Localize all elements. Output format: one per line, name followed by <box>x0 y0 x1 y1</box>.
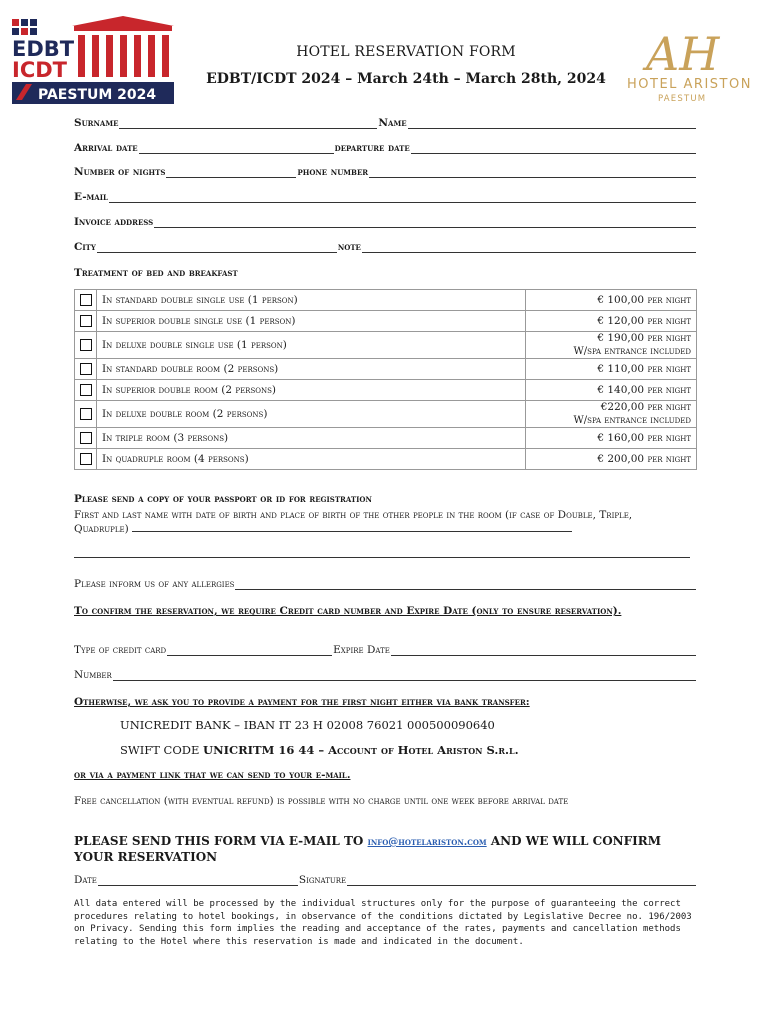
room-option-desc: In deluxe double room (2 persons) <box>97 401 526 428</box>
passport-field-line2[interactable] <box>74 557 690 558</box>
allergies-field[interactable] <box>235 579 696 590</box>
note-label: note <box>337 241 361 253</box>
expire-field[interactable] <box>391 645 696 656</box>
name-field[interactable] <box>408 118 696 129</box>
form-title: HOTEL RESERVATION FORM <box>296 44 516 60</box>
room-option-checkbox[interactable] <box>80 408 92 420</box>
hotel-ariston-logo <box>620 22 760 107</box>
nights-label: Number of nights <box>74 166 166 178</box>
date-label: Date <box>74 874 97 886</box>
room-options-table <box>74 289 697 470</box>
logo-icdt-text: ICDT <box>12 58 67 82</box>
invoice-label: Invoice address <box>74 216 154 228</box>
room-option-price: € 100,00 <box>597 293 645 306</box>
room-option-cell <box>75 290 97 311</box>
room-option-checkbox[interactable] <box>80 453 92 465</box>
free-cancellation-text: Free cancellation (with eventual refund) is possible with no charge until one week before arrival date <box>74 795 569 807</box>
room-option-price: €220,00 <box>600 401 645 413</box>
bank-swift <box>120 743 519 757</box>
invoice-row <box>74 216 697 228</box>
room-option-checkbox[interactable] <box>80 339 92 351</box>
city-field[interactable] <box>97 242 337 253</box>
room-option-cell <box>75 332 97 359</box>
room-option-price: € 160,00 <box>597 431 645 444</box>
date-signature-row <box>74 874 697 886</box>
nights-field[interactable] <box>166 167 296 178</box>
departure-label: departure date <box>334 142 410 154</box>
room-option-desc: In standard double room (2 persons) <box>97 359 526 380</box>
logo-edbt-text: EDBT <box>12 37 75 61</box>
room-option-row <box>75 359 697 380</box>
room-option-row <box>75 290 697 311</box>
room-option-checkbox[interactable] <box>80 432 92 444</box>
arrival-field[interactable] <box>139 143 334 154</box>
invoice-field[interactable] <box>154 217 696 228</box>
form-subtitle: EDBT/ICDT 2024 – March 24th – March 28th, 2024 <box>206 71 606 87</box>
room-option-desc: In quadruple room (4 persons) <box>97 449 526 470</box>
logo-paestum-text: PAESTUM 2024 <box>38 87 157 103</box>
room-option-row <box>75 311 697 332</box>
send-suffix: AND WE WILL CONFIRM YOUR RESERVATION <box>74 834 662 864</box>
room-option-desc: In superior double single use (1 person) <box>97 311 526 332</box>
number-label: Number <box>74 669 112 681</box>
edbt-icdt-logo <box>12 14 182 106</box>
room-option-checkbox[interactable] <box>80 384 92 396</box>
room-option-unit: per night <box>647 384 691 396</box>
room-option-checkbox[interactable] <box>80 363 92 375</box>
surname-field[interactable] <box>119 118 377 129</box>
allergies-label: Please inform us of any allergies <box>74 578 235 590</box>
email-label: E-mail <box>74 191 108 203</box>
surname-name-row <box>74 117 697 129</box>
room-option-unit: per night <box>647 315 691 327</box>
otherwise-text: Otherwise, we ask you to provide a payment for the first night either via bank transfer: <box>74 696 530 708</box>
swift-prefix: SWIFT CODE <box>120 743 204 757</box>
phone-field[interactable] <box>369 167 696 178</box>
privacy-text: All data entered will be processed by the individual structures only for the purpose of guaranteeing the correct procedures relating to hotel bookings, in observance of the conditions dictated by Legislative Decree no. 196/2003 on Privacy. Sending this form implies the reading and acceptance of the rates, payments and cancellation methods relating to the Hotel where this reservation is made and indicated in the document. <box>74 899 692 947</box>
email-field[interactable] <box>109 192 696 203</box>
payment-link-text: or via a payment link that we can send to your e-mail. <box>74 769 351 781</box>
room-option-cell <box>75 311 97 332</box>
room-option-cell <box>75 428 97 449</box>
room-option-price-cell <box>526 449 697 470</box>
number-field[interactable] <box>113 670 696 681</box>
room-option-row <box>75 449 697 470</box>
passport-heading: Please send a copy of your passport or id for registration <box>74 493 372 505</box>
email-link[interactable]: info@hotelariston.com <box>367 837 487 848</box>
room-option-extra: W/spa entrance included <box>573 346 691 357</box>
room-option-unit: per night <box>647 402 691 413</box>
room-option-cell <box>75 380 97 401</box>
note-field[interactable] <box>362 242 696 253</box>
phone-label: phone number <box>297 166 369 178</box>
room-option-price-cell <box>526 359 697 380</box>
allergies-row <box>74 578 697 590</box>
room-option-unit: per night <box>647 363 691 375</box>
room-option-cell <box>75 401 97 428</box>
logo-hotel-place: PAESTUM <box>658 94 707 104</box>
signature-label: Signature <box>298 874 347 886</box>
signature-field[interactable] <box>347 875 696 886</box>
expire-label: Expire Date <box>333 644 390 656</box>
room-option-price-cell <box>526 332 697 359</box>
room-option-cell <box>75 449 97 470</box>
bank-iban: UNICREDIT BANK – IBAN IT 23 H 02008 76021 000500090640 <box>120 718 495 732</box>
passport-text <box>74 508 674 536</box>
room-option-desc: In superior double room (2 persons) <box>97 380 526 401</box>
nights-phone-row <box>74 166 697 178</box>
city-label: City <box>74 241 96 253</box>
name-label: Name <box>378 117 407 129</box>
room-option-price-cell <box>526 290 697 311</box>
room-option-price: € 120,00 <box>597 314 645 327</box>
room-option-price: € 110,00 <box>597 362 645 375</box>
room-option-row <box>75 332 697 359</box>
confirm-text: To confirm the reservation, we require Credit card number and Expire Date (only to ensure reservation). <box>74 605 622 617</box>
arrival-label: Arrival date <box>74 142 138 154</box>
room-option-cell <box>75 359 97 380</box>
room-option-desc: In deluxe double single use (1 person) <box>97 332 526 359</box>
email-row <box>74 191 697 203</box>
room-option-row <box>75 401 697 428</box>
logo-hotel-name: HOTEL ARISTON <box>627 77 752 92</box>
room-option-unit: per night <box>647 453 691 465</box>
room-option-row <box>75 380 697 401</box>
treatment-heading: Treatment of bed and breakfast <box>74 267 238 279</box>
send-form-text <box>74 834 699 865</box>
passport-field[interactable] <box>132 522 572 532</box>
room-option-unit: per night <box>647 294 691 306</box>
card-type-label: Type of credit card <box>74 644 167 656</box>
departure-field[interactable] <box>411 143 696 154</box>
room-option-unit: per night <box>647 432 691 444</box>
room-option-price: € 140,00 <box>597 383 645 396</box>
card-row <box>74 644 697 656</box>
surname-label: Surname <box>74 117 119 129</box>
room-option-price-cell <box>526 380 697 401</box>
room-option-price: € 200,00 <box>597 452 645 465</box>
room-option-checkbox[interactable] <box>80 294 92 306</box>
room-option-price-cell <box>526 401 697 428</box>
room-option-price-cell <box>526 428 697 449</box>
swift-code: UNICRITM 16 44 – Account of Hotel Ariston S.r.l. <box>203 743 519 757</box>
dates-row <box>74 142 697 154</box>
send-prefix: PLEASE SEND THIS FORM VIA E-MAIL TO <box>74 834 368 848</box>
room-option-price-cell <box>526 311 697 332</box>
room-option-checkbox[interactable] <box>80 315 92 327</box>
room-option-extra: W/spa entrance included <box>573 415 691 426</box>
room-option-unit: per night <box>647 333 691 344</box>
date-field[interactable] <box>98 875 298 886</box>
number-row <box>74 669 697 681</box>
city-note-row <box>74 241 697 253</box>
room-option-price: € 190,00 <box>597 332 645 344</box>
logo-monogram: AH <box>646 27 720 81</box>
card-type-field[interactable] <box>167 645 332 656</box>
room-option-row <box>75 428 697 449</box>
passport-text-content: First and last name with date of birth and place of birth of the other people in the room (if case of Double, Triple, Quadruple) <box>74 509 633 535</box>
room-option-desc: In standard double single use (1 person) <box>97 290 526 311</box>
room-option-desc: In triple room (3 persons) <box>97 428 526 449</box>
